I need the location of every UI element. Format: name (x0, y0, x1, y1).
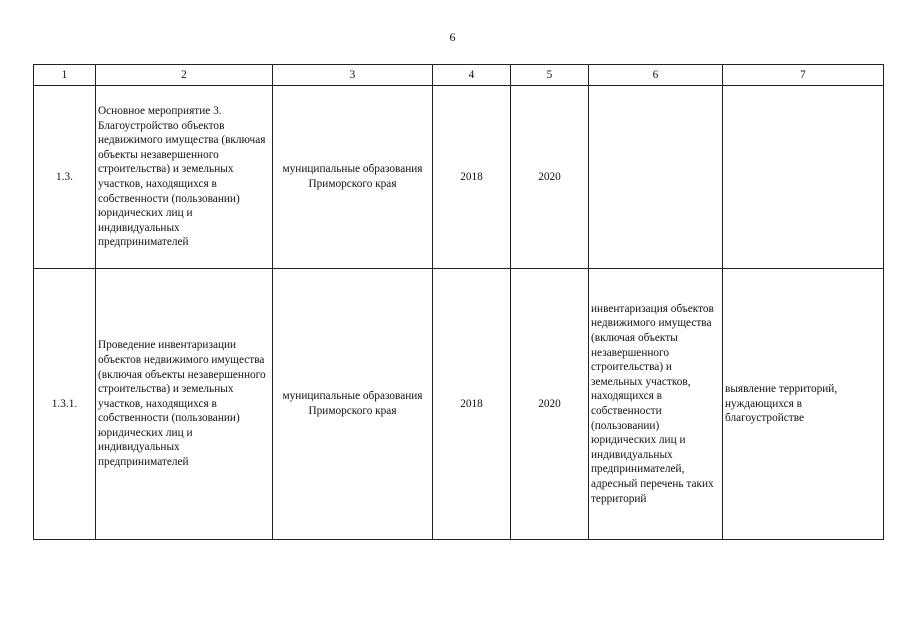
row-number: 1.3.1. (34, 269, 96, 540)
expected-result (589, 86, 723, 269)
header-col-1: 1 (34, 65, 96, 86)
header-col-3: 3 (273, 65, 433, 86)
measures-table (33, 64, 884, 540)
header-col-6: 6 (589, 65, 723, 86)
table-row (34, 269, 884, 540)
executor: муниципальные образования Приморского края (273, 269, 433, 540)
measure-name: Проведение инвентаризации объектов недвижимого имущества (включая объекты незавершенного строительства) и земельных участков, находящихся в собственности (пользовании) юридических лиц и индивидуальных предпринимателей (96, 269, 273, 540)
row-number: 1.3. (34, 86, 96, 269)
header-row (34, 65, 884, 86)
expected-result: инвентаризация объектов недвижимого имущества (включая объекты незавершенного строительства) и земельных участков, находящихся в собственности (пользовании) юридических лиц и индивидуальных предпринимателей, адресный перечень таких территорий (589, 269, 723, 540)
table-row (34, 86, 884, 269)
header-col-4: 4 (433, 65, 511, 86)
end-year: 2020 (511, 86, 589, 269)
goal: выявление территорий, нуждающихся в благоустройстве (723, 269, 884, 540)
executor: муниципальные образования Приморского края (273, 86, 433, 269)
page-number: 6 (449, 30, 456, 44)
header-col-7: 7 (723, 65, 884, 86)
start-year: 2018 (433, 86, 511, 269)
header-col-2: 2 (96, 65, 273, 86)
end-year: 2020 (511, 269, 589, 540)
start-year: 2018 (433, 269, 511, 540)
goal (723, 86, 884, 269)
header-col-5: 5 (511, 65, 589, 86)
measure-name: Основное мероприятие 3. Благоустройство объектов недвижимого имущества (включая объекты незавершенного строительства) и земельных участков, находящихся в собственности (пользовании) юридических лиц и индивидуальных предпринимателей (96, 86, 273, 269)
